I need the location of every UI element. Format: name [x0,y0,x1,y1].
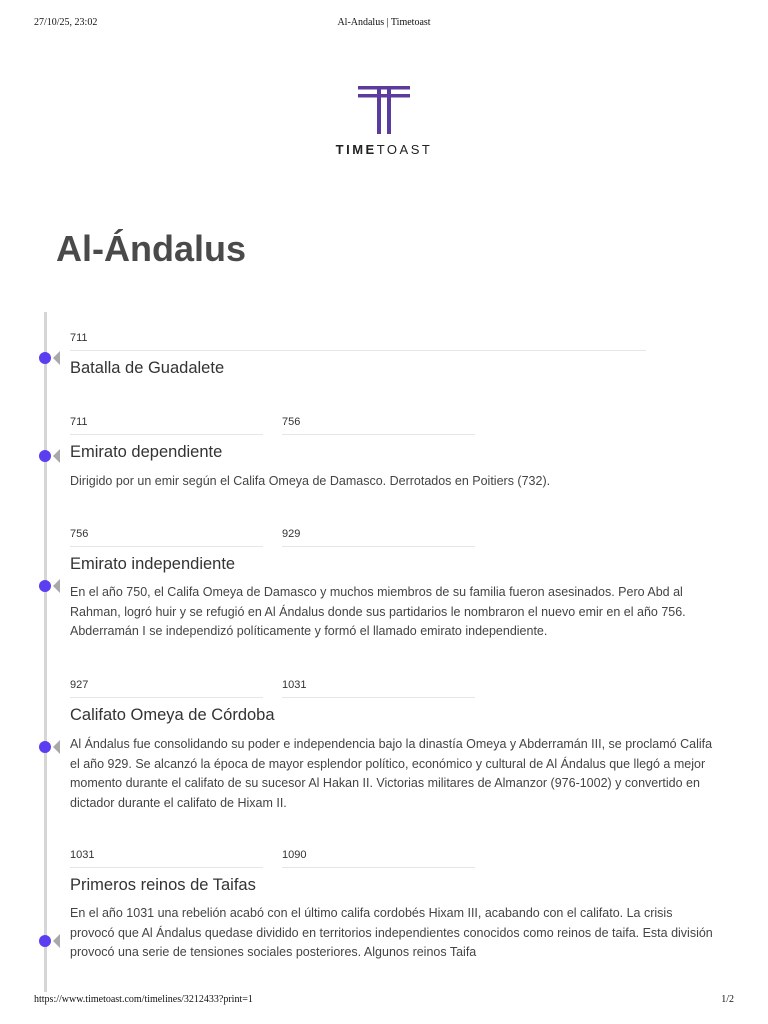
event-title: Califato Omeya de Córdoba [70,706,275,724]
event-title: Emirato independiente [70,555,236,573]
event-marker [39,934,61,948]
event-end-date: 929 [282,528,475,547]
timeline-line [44,312,47,992]
event-description: En el año 750, el Califa Omeya de Damasco y muchos miembros de su familia fueron asesinados. Pero Abd al Rahman, logró huir y se refugió en Al Ándalus donde sus partidarios le nombraron el nuevo emir en el año 756. Abderramán I se independizó políticamente y formó el llamado emirato independiente. [70,585,686,638]
event-end-date: 1031 [282,679,475,698]
timetoast-logo[interactable] [0,86,768,157]
event-description: Dirigido por un emir según el Califa Omeya de Damasco. Derrotados en Poitiers (732). [70,474,551,488]
timetoast-logo-icon [358,86,410,134]
event-title: Emirato dependiente [70,443,223,461]
brand-name: TIMETOAST [335,142,433,157]
event-title: Batalla de Guadalete [70,359,225,377]
event-description: Al Ándalus fue consolidando su poder e independencia bajo la dinastía Omeya y Abderramán III, se proclamó Califa el año 929. Se alcanzó la época de mayor esplendor político, económico y cultural de Al Ándalus que llegó a mejor momento durante el califato de su sucesor Al Hakan II. Victorias militares de Almanzor (976-1002) y convertido en dictador durante el califato de Hixam II. [70,737,713,810]
event-start-date: 756 [70,528,263,547]
event-start-date: 711 [70,416,263,435]
print-url[interactable]: https://www.timetoast.com/timelines/3212433?print=1 [34,994,253,1005]
event-start-date: 1031 [70,849,263,868]
event-marker [39,579,61,593]
event-start-date: 927 [70,679,263,698]
event-marker [39,351,61,365]
event-end-date: 1090 [282,849,475,868]
print-page-title: Al-Andalus | Timetoast [337,17,431,28]
event-title: Primeros reinos de Taifas [70,876,256,894]
event-description: En el año 1031 una rebelión acabó con el último califa cordobés Hixam III, acabando con el califato. La crisis provocó que Al Ándalus quedase dividido en territorios independientes conocidos como reinos de taifa. Esta división provocó una serie de tensiones sociales posteriores. Algunos reinos Taifa [70,906,713,959]
print-page-number: 1/2 [721,994,734,1005]
event-marker [39,740,61,754]
event-end-date: 756 [282,416,475,435]
print-datetime: 27/10/25, 23:02 [34,17,98,28]
event-marker [39,449,61,463]
event-start-date: 711 [70,332,646,351]
page-title: Al-Ándalus [56,228,247,269]
